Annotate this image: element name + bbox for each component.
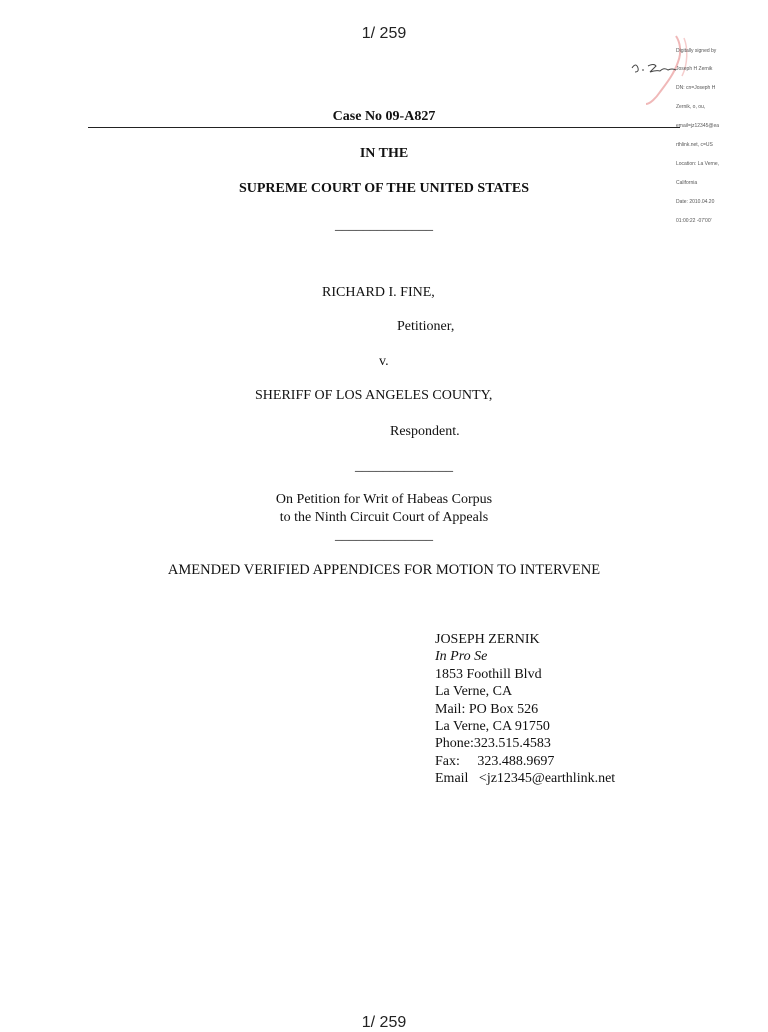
signature-details (676, 35, 732, 237)
contact-address-2: La Verne, CA (435, 684, 513, 700)
petitioner-role: Petitioner, (397, 319, 455, 334)
signature-line: 01:00:22 -07'00' (676, 217, 712, 224)
contact-phone: Phone:323.515.4583 (435, 736, 551, 752)
signature-line: Zernik, o, ou, (676, 104, 706, 111)
contact-status: In Pro Se (435, 649, 488, 665)
header-divider (88, 127, 680, 128)
contact-fax: Fax: 323.488.9697 (435, 753, 555, 769)
contact-address-1: 1853 Foothill Blvd (435, 666, 542, 682)
signature-line: Digitally signed by (676, 47, 717, 54)
separator-rule: ______________ (335, 218, 433, 233)
in-the-heading: IN THE (359, 146, 409, 161)
page-footer-counter: 1/ 259 (361, 1014, 407, 1031)
contact-block (435, 631, 615, 788)
contact-name: JOSEPH ZERNIK (435, 632, 540, 647)
document-title: AMENDED VERIFIED APPENDICES FOR MOTION TO INTERVENE (167, 562, 601, 578)
respondent-role: Respondent. (390, 424, 460, 439)
separator-rule: ______________ (335, 528, 433, 543)
page-counter: 1/ 259 (361, 25, 407, 42)
contact-email: Email <jz12345@earthlink.net (435, 771, 616, 787)
contact-mail-city: La Verne, CA 91750 (435, 719, 550, 735)
signature-line: Date: 2010.04.20 (676, 198, 715, 205)
separator-rule: ______________ (355, 459, 453, 474)
digital-signature[interactable] (628, 34, 728, 224)
court-name: SUPREME COURT OF THE UNITED STATES (238, 181, 530, 196)
signature-line: Joseph H Zernik (676, 66, 713, 73)
contact-mail: Mail: PO Box 526 (435, 701, 539, 717)
case-number: Case No 09-A827 (332, 109, 436, 124)
signature-scrawl (628, 58, 678, 78)
signature-line: email=jz12345@ea (676, 123, 720, 130)
petition-line-1: On Petition for Writ of Habeas Corpus (275, 492, 493, 507)
versus: v. (379, 354, 389, 369)
petitioner-name: RICHARD I. FINE, (322, 285, 435, 300)
petition-line-2: to the Ninth Circuit Court of Appeals (279, 510, 489, 525)
signature-line: Location: La Verne, (676, 160, 720, 167)
signature-line: rthlink.net, c=US (676, 142, 713, 149)
signature-line: California (676, 179, 698, 186)
respondent-name: SHERIFF OF LOS ANGELES COUNTY, (255, 388, 493, 403)
signature-line: DN: cn=Joseph H (676, 85, 716, 92)
